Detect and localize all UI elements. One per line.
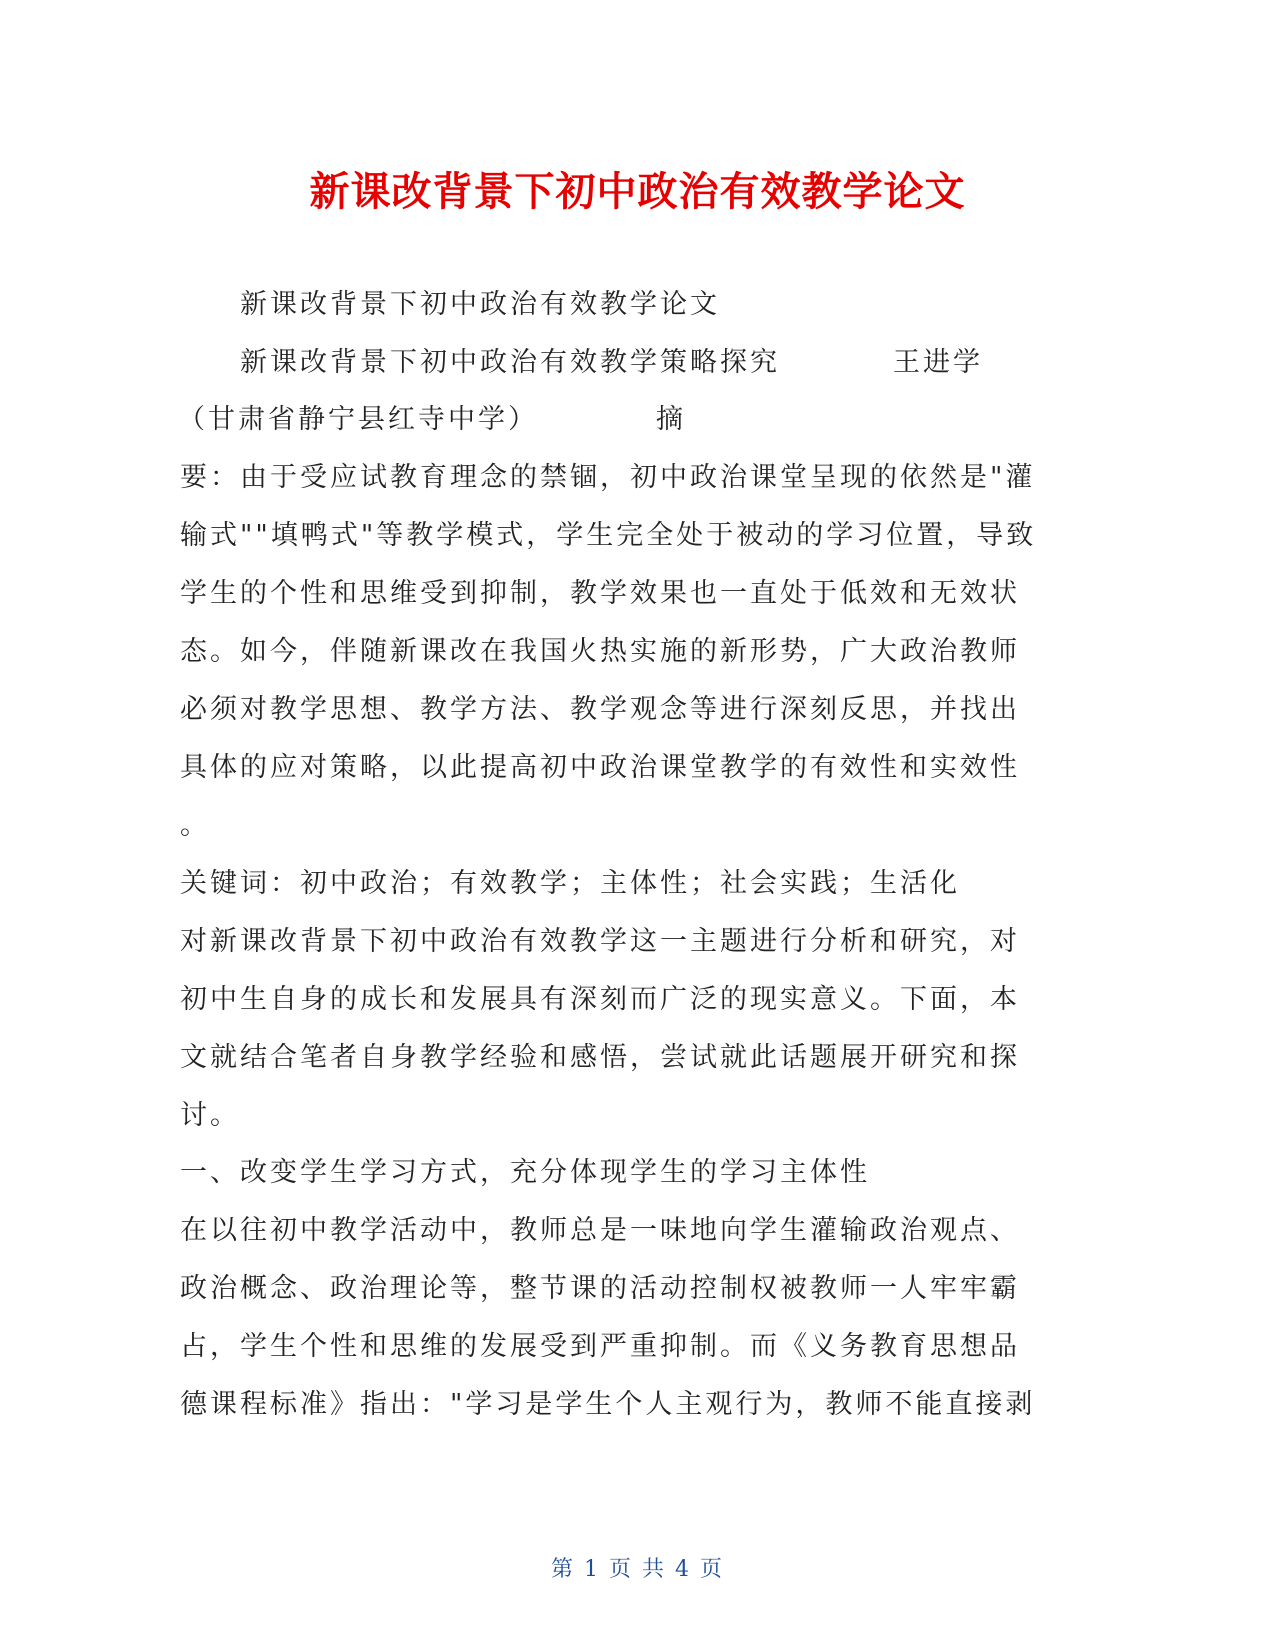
body-line: 对新课改背景下初中政治有效教学这一主题进行分析和研究，对 <box>180 926 1020 957</box>
body-line: 必须对教学思想、教学方法、教学观念等进行深刻反思，并找出 <box>180 694 1020 725</box>
body-line: 文就结合笔者自身教学经验和感悟，尝试就此话题展开研究和探 <box>180 1042 1020 1073</box>
page-indicator: 第 1 页 共 4 页 <box>551 1557 724 1582</box>
keywords-line: 关键词：初中政治；有效教学；主体性；社会实践；生活化 <box>180 868 960 899</box>
author-affiliation: （甘肃省静宁县红寺中学） <box>178 404 538 435</box>
body-line: 。 <box>180 810 210 841</box>
body-line: 要：由于受应试教育理念的禁锢，初中政治课堂呈现的依然是"灌 <box>180 462 1036 493</box>
body-line: 在以往初中教学活动中，教师总是一味地向学生灌输政治观点、 <box>180 1215 1020 1246</box>
document-title: 新课改背景下初中政治有效教学论文 <box>309 169 966 215</box>
body-line: 具体的应对策略，以此提高初中政治课堂教学的有效性和实效性 <box>180 752 1020 783</box>
body-line: 讨。 <box>180 1100 240 1131</box>
section-heading: 一、改变学生学习方式，充分体现学生的学习主体性 <box>180 1157 870 1188</box>
body-line: 初中生自身的成长和发展具有深刻而广泛的现实意义。下面，本 <box>180 984 1020 1015</box>
body-line: 占，学生个性和思维的发展受到严重抑制。而《义务教育思想品 <box>180 1331 1020 1362</box>
body-line: 输式""填鸭式"等教学模式，学生完全处于被动的学习位置，导致 <box>180 520 1037 551</box>
body-line: 态。如今，伴随新课改在我国火热实施的新形势，广大政治教师 <box>180 636 1020 667</box>
body-line: 政治概念、政治理论等，整节课的活动控制权被教师一人牢牢霸 <box>180 1273 1020 1304</box>
author-name: 王进学 <box>893 347 983 378</box>
body-line: 学生的个性和思维受到抑制，教学效果也一直处于低效和无效状 <box>180 578 1020 609</box>
body-line: 德课程标准》指出："学习是学生个人主观行为，教师不能直接剥 <box>180 1389 1036 1420</box>
body-line: 新课改背景下初中政治有效教学论文 <box>240 289 720 320</box>
body-line: 新课改背景下初中政治有效教学策略探究 <box>240 347 780 378</box>
body-line: 摘 <box>656 404 686 435</box>
